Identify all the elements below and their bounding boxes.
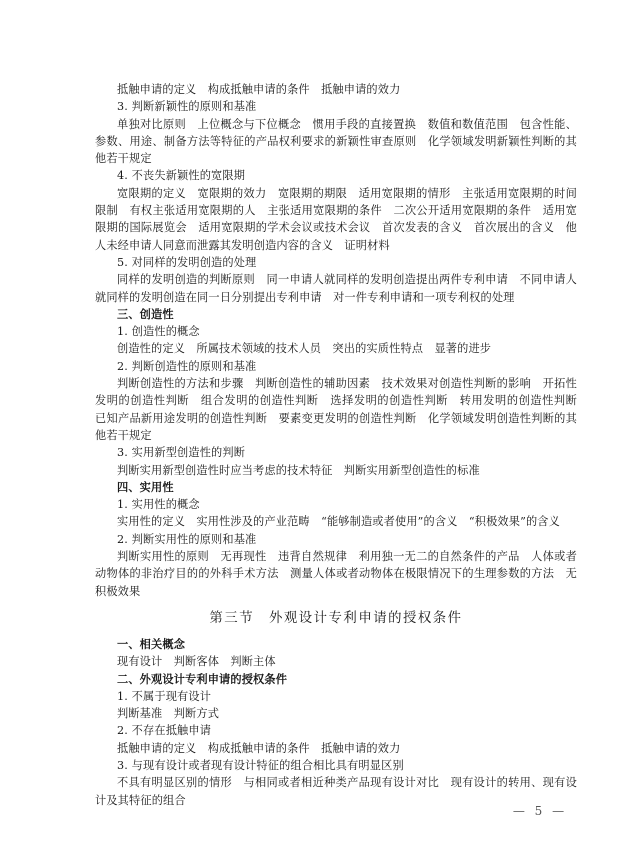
section-title: 第三节 外观设计专利申请的授权条件: [209, 610, 463, 626]
section-heading-related-concepts: 一、相关概念: [117, 637, 186, 651]
text-line: 判断实用新型创造性时应当考虑的技术特征 判断实用新型创造性的标准: [117, 463, 480, 477]
subheading: 2. 判断创造性的原则和基准: [117, 359, 257, 373]
subheading: 2. 判断实用性的原则和基准: [117, 532, 257, 546]
subheading: 2. 不存在抵触申请: [117, 724, 212, 738]
section-heading-creativity: 三、创造性: [117, 307, 174, 321]
paragraph: 单独对比原则 上位概念与下位概念 惯用手段的直接置换 数值和数值范围 包含性能、参数、用途、制备方法等特征的产品权利要求的新颖性审查原则 化学领域发明新颖性判断的其他若干规定: [95, 117, 577, 166]
text-line: 抵触申请的定义 构成抵触申请的条件 抵触申请的效力: [117, 83, 401, 96]
paragraph: 宽限期的定义 宽限期的效力 宽限期的期限 适用宽限期的情形 主张适用宽限期的时间限制 有权主张适用宽限期的人 主张适用宽限期的条件 二次公开适用宽限期的条件 适用宽限期的国际展览会 适用宽限期的学术会议或技术会议 首次发表的含义 首次展出的含义 他人未经申请人同意而泄露其发明创造内容的含义 证明材料: [95, 186, 577, 252]
subheading: 3. 判断新颖性的原则和基准: [117, 100, 257, 114]
subheading: 3. 与现有设计或者现有设计特征的组合相比具有明显区别: [117, 758, 404, 772]
text-line: 创造性的定义 所属技术领域的技术人员 突出的实质性特点 显著的进步: [117, 342, 492, 356]
page-number: — 5 —: [512, 804, 568, 818]
subheading: 3. 实用新型创造性的判断: [117, 446, 246, 460]
section-heading-practicality: 四、实用性: [117, 480, 174, 494]
text-line: 抵触申请的定义 构成抵触申请的条件 抵触申请的效力: [117, 741, 401, 755]
subheading: 4. 不丧失新颖性的宽限期: [117, 169, 246, 183]
page-content: [95, 81, 589, 809]
subheading: 1. 实用性的概念: [117, 498, 200, 512]
paragraph: 同样的发明创造的判断原则 同一申请人就同样的发明创造提出两件专利申请 不同申请人就同样的发明创造在同一日分别提出专利申请 对一件专利申请和一项专利权的处理: [95, 273, 577, 304]
text-line: 现有设计 判断客体 判断主体: [117, 655, 276, 669]
subheading: 5. 对同样的发明创造的处理: [117, 255, 257, 269]
subheading: 1. 创造性的概念: [117, 325, 200, 339]
paragraph: 判断创造性的方法和步骤 判断创造性的辅助因素 技术效果对创造性判断的影响 开拓性发明的创造性判断 组合发明的创造性判断 选择发明的创造性判断 转用发明的创造性判断 已知产品新用途发明的创造性判断 要素变更发明的创造性判断 化学领域发明创造性判断的其他若干规定: [95, 377, 589, 442]
text-line: 实用性的定义 实用性涉及的产业范畴 “能够制造或者使用”的含义 “积极效果”的含义: [117, 515, 560, 529]
section-heading-grant-conditions: 二、外观设计专利申请的授权条件: [117, 672, 288, 686]
paragraph: 判断实用性的原则 无再现性 违背自然规律 利用独一无二的自然条件的产品 人体或者动物体的非治疗目的的外科手术方法 测量人体或者动物体在极限情况下的生理参数的方法 无积极效果: [95, 550, 577, 598]
subheading: 1. 不属于现有设计: [117, 689, 212, 703]
text-line: 判断基准 判断方式: [117, 707, 220, 721]
paragraph: 不具有明显区别的情形 与相同或者相近种类产品现有设计对比 现有设计的转用、现有设计及其特征的组合: [95, 776, 577, 807]
